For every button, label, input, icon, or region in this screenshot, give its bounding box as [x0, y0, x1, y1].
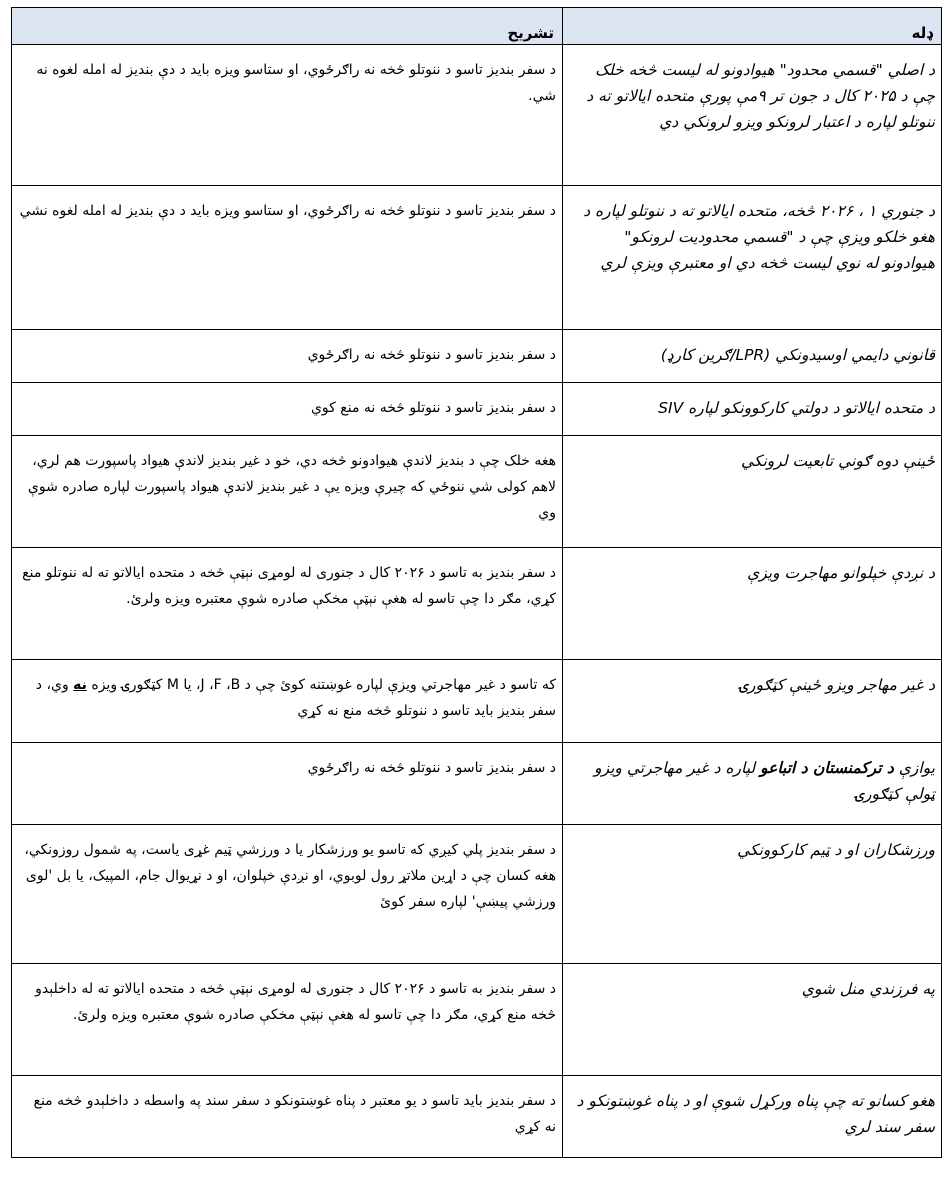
- description-part: وي، د سفر بندیز باید تاسو د ننوتلو څخه منع نه کړي: [35, 677, 556, 719]
- row-category: [563, 743, 942, 825]
- table-header-row: [12, 8, 942, 45]
- row-description: د سفر بندیز به تاسو د ۲۰۲۶ کال د جنوری له لومړی نېټې څخه د متحده ایالاتو ته له داخلېدو څخه منع کړي، مګر دا چې تاسو له هغې نېټې مخکې صادره شوې معتبره ویزه ولرئ.: [12, 964, 563, 1076]
- table-row: [12, 330, 942, 383]
- table-row: [12, 825, 942, 964]
- row-description: د سفر بندیز تاسو د ننوتلو څخه نه راګرځوي: [12, 743, 563, 825]
- category-part: یوازې: [893, 759, 935, 777]
- table-row: [12, 964, 942, 1076]
- row-category: هغو کسانو ته چې پناه ورکړل شوې او د پناه غوښتونکو د سفر سند لري: [563, 1076, 942, 1158]
- description-part: که تاسو د غیر مهاجرتي ویزې لپاره غوښتنه کوئ چې د J ،F ،B، یا M کټګورۍ ویزه: [86, 677, 556, 693]
- table-row: [12, 660, 942, 743]
- visa-ban-table: [11, 7, 942, 1158]
- table-row: [12, 1076, 942, 1158]
- row-category: په فرزندي منل شوي: [563, 964, 942, 1076]
- row-description: [12, 660, 563, 743]
- row-description: هغه خلک چې د بندیز لاندې هیوادونو څخه دي، خو د غیر بندیز لاندې هیواد پاسپورت هم لري، لاهم کولی شي ننوځي که چیرې ویزه یې د غیر بندیز لاندې هیواد پاسپورت لپاره صادره شوې وي: [12, 436, 563, 548]
- row-description: د سفر بندیز پلي کیږي که تاسو یو ورزشکار یا د ورزشي ټیم غړی یاست، په شمول روزونکي، هغه کسان چې د اړین ملاتړ رول لوبوي، او نږدې خپلوان، او د نړیوال جام، المپیک، یا بل 'لوی ورزشي پیښې' لپاره سفر کوئ: [12, 825, 563, 964]
- row-category: قانوني دایمي اوسیدونکي (LPR/ګرین کارډ): [563, 330, 942, 383]
- table-row: [12, 548, 942, 660]
- table-row: [12, 383, 942, 436]
- row-category: د جنوري ۱ ، ۲۰۲۶ څخه، متحده ایالاتو ته د ننوتلو لپاره د هغو خلکو ویزې چې د "قسمي محدودیت لرونکو" هیوادونو له نوي لیست څخه دي او معتبرې ویزې لري: [563, 186, 942, 330]
- table-row: [12, 45, 942, 186]
- category-emphasis: د ترکمنستان د اتباعو: [760, 759, 894, 777]
- row-description: د سفر بندیز تاسو د ننوتلو څخه نه راګرځوي: [12, 330, 563, 383]
- description-emphasis: نه: [73, 677, 87, 693]
- row-category: د غیر مهاجر ویزو ځینې کټګورۍ: [563, 660, 942, 743]
- row-description: د سفر بندیز تاسو د ننوتلو څخه نه منع کوي: [12, 383, 563, 436]
- row-category: د اصلي "قسمي محدود" هیوادونو له لیست څخه خلک چې د ۲۰۲۵ کال د جون تر ۹مې پورې متحده ایالاتو ته د ننوتلو لپاره د اعتبار لرونکو ویزو لرونکي دي: [563, 45, 942, 186]
- row-description: د سفر بندیز تاسو د ننوتلو څخه نه راګرځوي، او ستاسو ویزه باید د دې بندیز له امله لغوه نه شي.: [12, 45, 563, 186]
- row-description: د سفر بندیز به تاسو د ۲۰۲۶ کال د جنوری له لومړی نېټې څخه د متحده ایالاتو ته له ننوتلو منع کړي، مګر دا چې تاسو له هغې نېټې مخکې صادره شوې معتبره ویزه ولرئ.: [12, 548, 563, 660]
- row-description: د سفر بندیز باید تاسو د یو معتبر د پناه غوښتونکو د سفر سند په واسطه د داخلېدو څخه منع نه کړي: [12, 1076, 563, 1158]
- row-category: د نږدې خپلوانو مهاجرت ویزې: [563, 548, 942, 660]
- header-category: ډله: [563, 8, 942, 45]
- table-row: [12, 436, 942, 548]
- table-row: [12, 743, 942, 825]
- category-part: لپاره د غیر مهاجرتي ویزو ټولې کټګورۍ: [594, 759, 935, 803]
- row-description: د سفر بندیز تاسو د ننوتلو څخه نه راګرځوي، او ستاسو ویزه باید د دې بندیز له امله لغوه نشي: [12, 186, 563, 330]
- table-row: [12, 186, 942, 330]
- row-category: ځینې دوه ګوني تابعیت لرونکي: [563, 436, 942, 548]
- row-category: د متحده ایالاتو د دولتي کارکوونکو لپاره SIV: [563, 383, 942, 436]
- header-description: تشریح: [12, 8, 563, 45]
- row-category: ورزشکاران او د ټیم کارکوونکي: [563, 825, 942, 964]
